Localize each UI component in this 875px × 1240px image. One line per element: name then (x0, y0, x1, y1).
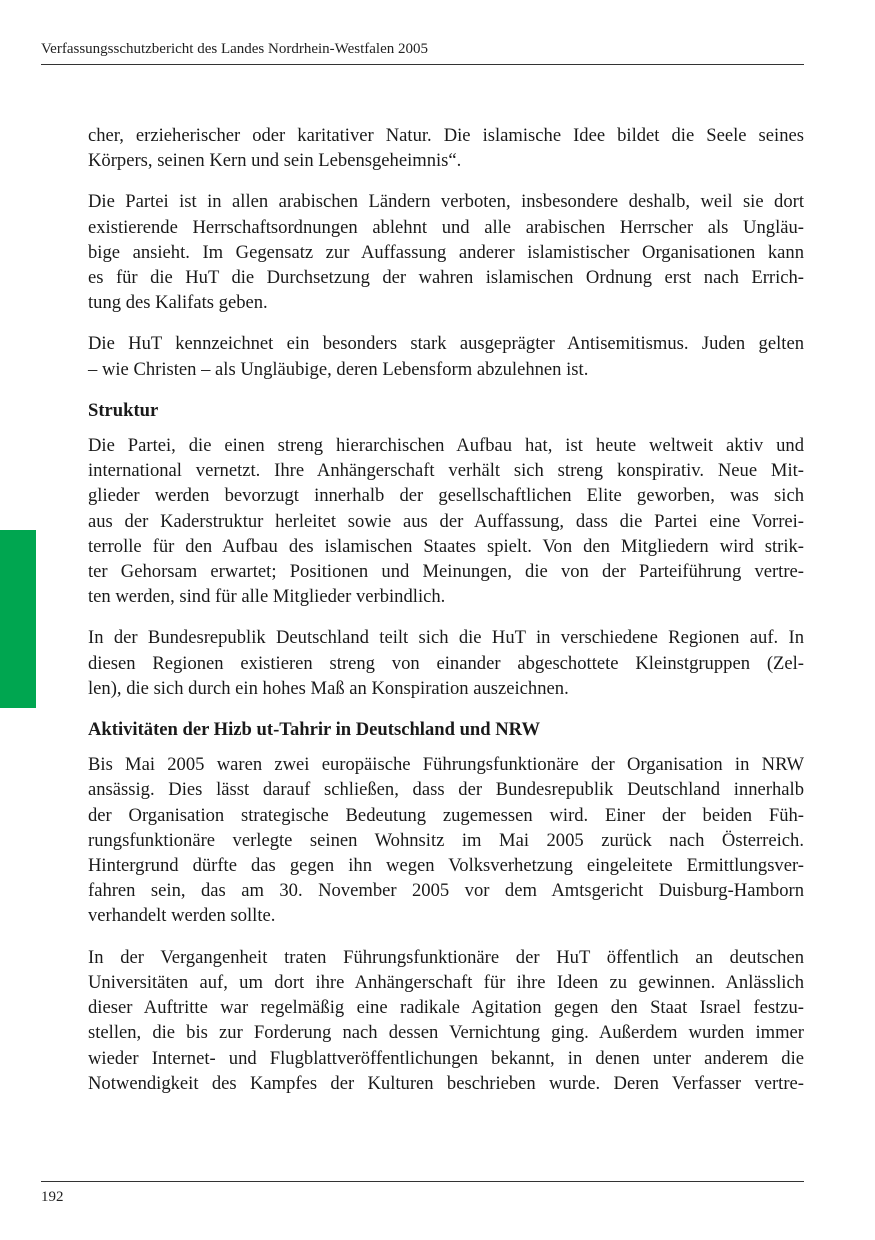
text-line: ansässig. Dies lässt darauf schließen, dass der Bundesrepublik Deutschland innerhalb (88, 779, 804, 801)
heading-aktivitaeten: Aktivitäten der Hizb ut-Tahrir in Deutschland und NRW (88, 719, 541, 741)
text-line: In der Vergangenheit traten Führungsfunktionäre der HuT öffentlich an deutschen (88, 946, 804, 968)
text-line: glieder werden bevorzugt innerhalb der gesellschaftlichen Elite geworben, was sich (88, 485, 804, 507)
text-line: ten werden, sind für alle Mitglieder verbindlich. (88, 586, 446, 608)
text-line: – wie Christen – als Ungläubige, deren Lebensform abzulehnen ist. (88, 358, 589, 380)
text-line: stellen, die bis zur Forderung nach dessen Vernichtung ging. Außerdem wurden immer (88, 1022, 804, 1044)
text-line: Universitäten auf, um dort ihre Anhängerschaft für ihre Ideen zu gewinnen. Anlässlich (88, 971, 804, 993)
text-line: diesen Regionen existieren streng von einander abgeschottete Kleinstgruppen (Zel- (88, 652, 804, 674)
text-line: Die Partei ist in allen arabischen Ländern verboten, insbesondere deshalb, weil sie dort (88, 191, 804, 213)
page-body (88, 123, 804, 1112)
footer-rule (41, 1181, 804, 1182)
text-line: Hintergrund dürfte das gegen ihn wegen Volksverhetzung eingeleitete Ermittlungsver- (88, 855, 804, 877)
text-line: Körpers, seinen Kern und sein Lebensgeheimnis“. (88, 150, 462, 172)
text-line: bige ansieht. Im Gegensatz zur Auffassung anderer islamistischer Organisationen kann (88, 241, 804, 263)
text-line: es für die HuT die Durchsetzung der wahren islamischen Ordnung erst nach Errich- (88, 267, 804, 289)
paragraph-4 (88, 433, 804, 609)
paragraph-7 (88, 945, 804, 1096)
text-line: verhandelt werden sollte. (88, 905, 276, 927)
page-number: 192 (41, 1189, 64, 1205)
text-line: der Organisation strategische Bedeutung zugemessen wird. Einer der beiden Füh- (88, 804, 804, 826)
paragraph-3 (88, 331, 804, 381)
text-line: Notwendigkeit des Kampfes der Kulturen beschrieben wurde. Deren Verfasser vertre- (88, 1072, 804, 1094)
text-line: In der Bundesrepublik Deutschland teilt sich die HuT in verschiedene Regionen auf. In (88, 627, 804, 649)
text-line: tung des Kalifats geben. (88, 292, 268, 314)
running-header: Verfassungsschutzbericht des Landes Nordrhein-Westfalen 2005 (41, 41, 429, 57)
text-line: international vernetzt. Ihre Anhängerschaft verhält sich streng konspirativ. Neue Mit- (88, 460, 804, 482)
chapter-side-tab (0, 530, 36, 708)
text-line: Die HuT kennzeichnet ein besonders stark ausgeprägter Antisemitismus. Juden gelten (88, 333, 804, 355)
text-line: Bis Mai 2005 waren zwei europäische Führungsfunktionäre der Organisation in NRW (88, 754, 804, 776)
text-line: len), die sich durch ein hohes Maß an Konspiration auszeichnen. (88, 677, 569, 699)
text-line: Die Partei, die einen streng hierarchischen Aufbau hat, ist heute weltweit aktiv und (88, 435, 804, 457)
text-line: aus der Kaderstruktur herleitet sowie aus der Auffassung, dass die Partei eine Vorrei- (88, 510, 804, 532)
paragraph-2 (88, 189, 804, 315)
paragraph-6 (88, 752, 804, 928)
paragraph-5 (88, 625, 804, 701)
text-line: ter Gehorsam erwartet; Positionen und Meinungen, die von der Parteiführung vertre- (88, 561, 804, 583)
text-line: cher, erzieherischer oder karitativer Natur. Die islamische Idee bildet die Seele seines (88, 125, 804, 146)
heading-struktur: Struktur (88, 399, 159, 421)
text-line: fahren sein, das am 30. November 2005 vor dem Amtsgericht Duisburg-Hamborn (88, 880, 804, 902)
text-line: existierende Herrschaftsordnungen ablehnt und alle arabischen Herrscher als Ungläu- (88, 216, 804, 238)
text-line: dieser Auftritte war regelmäßig eine radikale Agitation gegen den Staat Israel festzu- (88, 997, 804, 1019)
paragraph-1 (88, 123, 804, 173)
header-rule (41, 64, 804, 65)
text-line: rungsfunktionäre verlegte seinen Wohnsitz im Mai 2005 zurück nach Österreich. (88, 829, 804, 851)
text-line: terrolle für den Aufbau des islamischen Staates spielt. Von den Mitgliedern wird strik- (88, 535, 804, 557)
text-line: wieder Internet- und Flugblattveröffentlichungen bekannt, in denen unter anderem die (88, 1047, 804, 1069)
